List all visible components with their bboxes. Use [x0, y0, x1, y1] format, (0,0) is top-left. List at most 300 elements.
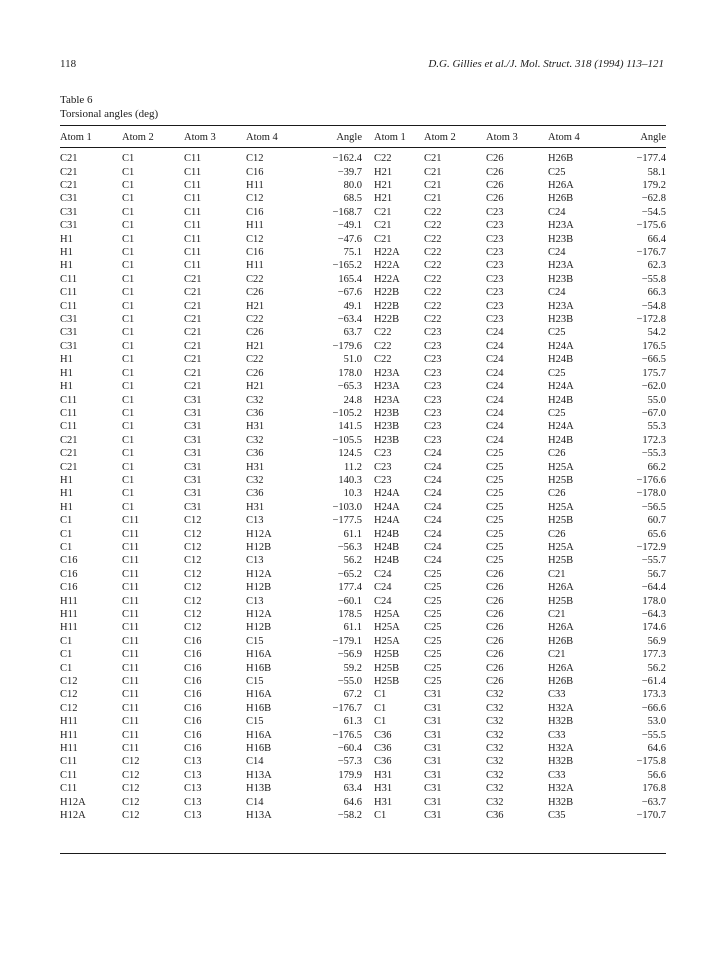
table-cell: 53.0: [647, 716, 666, 728]
table-cell: C1: [122, 340, 135, 352]
table-cell: H12B: [246, 582, 272, 594]
table-cell: C16: [184, 676, 202, 688]
table-cell: 175.7: [642, 367, 666, 379]
table-cell: −55.5: [641, 729, 666, 741]
table-cell: −56.3: [337, 541, 362, 553]
table-cell: C11: [122, 676, 140, 688]
table-cell: C13: [184, 783, 202, 795]
table-cell: C26: [548, 488, 566, 500]
table-cell: 66.3: [647, 287, 666, 299]
table-cell: C11: [122, 528, 140, 540]
table-body: [60, 146, 666, 822]
table-cell: H26A: [548, 180, 574, 192]
table-cell: −168.7: [332, 206, 362, 218]
table-cell: H25A: [374, 622, 400, 634]
table-cell: C24: [486, 394, 504, 406]
table-cell: C11: [184, 180, 202, 192]
table-cell: H24B: [374, 541, 400, 553]
table-cell: C26: [246, 287, 264, 299]
table-cell: C24: [374, 582, 392, 594]
table-cell: C12: [122, 756, 140, 768]
table-cell: H13A: [246, 769, 272, 781]
table-cell: C12: [122, 783, 140, 795]
table-row: [60, 501, 666, 514]
table-cell: C14: [246, 796, 264, 808]
table-cell: C11: [122, 609, 140, 621]
table-row: [60, 447, 666, 460]
table-cell: C26: [486, 193, 504, 205]
table-cell: C1: [122, 488, 135, 500]
table-cell: C1: [60, 662, 73, 674]
table-cell: H12A: [246, 609, 272, 621]
table-cell: C1: [60, 635, 73, 647]
table-cell: H25B: [548, 555, 574, 567]
table-cell: C21: [548, 568, 566, 580]
table-caption: Torsional angles (deg): [60, 108, 159, 120]
table-cell: C23: [486, 206, 504, 218]
table-cell: C1: [122, 474, 135, 486]
table-cell: C26: [486, 676, 504, 688]
table-cell: C36: [374, 743, 392, 755]
table-cell: −165.2: [332, 260, 362, 272]
table-cell: C21: [184, 340, 202, 352]
table-cell: C11: [122, 729, 140, 741]
table-cell: C32: [486, 702, 504, 714]
table-row: [60, 165, 666, 178]
table-cell: C12: [184, 568, 202, 580]
table-cell: C23: [424, 407, 442, 419]
table-cell: C12: [246, 153, 264, 165]
table-cell: −49.1: [337, 220, 362, 232]
table-cell: C16: [184, 649, 202, 661]
table-cell: −175.8: [636, 756, 666, 768]
table-cell: C16: [246, 166, 264, 178]
table-cell: C11: [184, 260, 202, 272]
table-cell: 66.4: [647, 233, 666, 245]
table-cell: C1: [122, 247, 135, 259]
table-cell: H16B: [246, 662, 272, 674]
table-cell: C33: [548, 769, 566, 781]
table-cell: −176.6: [636, 474, 666, 486]
table-cell: C23: [374, 461, 392, 473]
table-cell: C15: [246, 676, 264, 688]
table-cell: C21: [374, 206, 392, 218]
table-cell: C1: [60, 528, 73, 540]
table-cell: H1: [60, 233, 73, 245]
table-cell: −65.3: [337, 381, 362, 393]
table-cell: C24: [486, 381, 504, 393]
table-cell: C12: [122, 796, 140, 808]
table-cell: C25: [424, 676, 442, 688]
table-cell: C24: [424, 555, 442, 567]
table-cell: C11: [122, 743, 140, 755]
table-cell: C22: [424, 247, 442, 259]
table-cell: 55.3: [647, 421, 666, 433]
table-cell: 60.7: [647, 515, 666, 527]
table-cell: C23: [424, 394, 442, 406]
table-cell: H1: [60, 501, 73, 513]
table-cell: C23: [424, 354, 442, 366]
table-cell: C31: [424, 810, 442, 822]
table-cell: H25A: [548, 541, 574, 553]
table-cell: C25: [424, 622, 442, 634]
table-cell: C12: [184, 609, 202, 621]
table-cell: H25B: [374, 649, 400, 661]
table-cell: H24A: [548, 421, 574, 433]
table-cell: −62.8: [641, 193, 666, 205]
table-cell: C25: [424, 649, 442, 661]
table-bottom-rule: [60, 853, 666, 854]
table-row: [60, 661, 666, 674]
table-cell: C21: [184, 300, 202, 312]
table-cell: C36: [374, 756, 392, 768]
table-cell: H32A: [548, 702, 574, 714]
table-cell: C12: [184, 555, 202, 567]
table-cell: −58.2: [337, 810, 362, 822]
table-cell: C23: [486, 300, 504, 312]
table-cell: 176.8: [642, 783, 666, 795]
table-cell: 56.9: [647, 635, 666, 647]
table-cell: C25: [548, 166, 566, 178]
table-row: [60, 273, 666, 286]
table-cell: H26A: [548, 622, 574, 634]
table-cell: C31: [60, 327, 78, 339]
table-row: [60, 434, 666, 447]
table-cell: H24B: [548, 434, 574, 446]
table-cell: C1: [122, 381, 135, 393]
column-header: Atom 3: [184, 132, 216, 143]
table-cell: C16: [184, 716, 202, 728]
table-cell: C11: [122, 582, 140, 594]
table-cell: 56.2: [343, 555, 362, 567]
table-cell: H21: [246, 300, 265, 312]
table-cell: −177.4: [636, 153, 666, 165]
table-cell: C11: [122, 702, 140, 714]
table-cell: −105.2: [332, 407, 362, 419]
table-cell: C22: [374, 327, 392, 339]
table-cell: C15: [246, 635, 264, 647]
table-cell: C25: [486, 528, 504, 540]
table-cell: 56.7: [647, 568, 666, 580]
table-cell: C1: [122, 193, 135, 205]
table-cell: C11: [122, 555, 140, 567]
table-cell: H11: [246, 180, 264, 192]
table-cell: C25: [486, 461, 504, 473]
table-cell: C24: [374, 568, 392, 580]
table-cell: C25: [424, 635, 442, 647]
table-cell: C12: [60, 702, 78, 714]
table-cell: H25B: [374, 676, 400, 688]
table-cell: H13A: [246, 810, 272, 822]
table-cell: H25B: [548, 595, 574, 607]
table-cell: H1: [60, 260, 73, 272]
table-cell: C23: [486, 233, 504, 245]
table-cell: C23: [424, 367, 442, 379]
table-cell: C21: [60, 153, 78, 165]
table-cell: C31: [424, 783, 442, 795]
table-row: [60, 299, 666, 312]
table-cell: C12: [122, 810, 140, 822]
table-top-rule: [60, 125, 666, 126]
column-header: Atom 2: [424, 132, 456, 143]
table-cell: H23B: [548, 314, 574, 326]
table-row: [60, 728, 666, 741]
table-cell: C23: [424, 327, 442, 339]
column-header: Angle: [336, 132, 362, 143]
table-cell: C13: [184, 796, 202, 808]
table-row: [60, 608, 666, 621]
table-cell: −162.4: [332, 153, 362, 165]
table-cell: −179.1: [332, 635, 362, 647]
table-cell: H32A: [548, 783, 574, 795]
table-cell: C22: [424, 287, 442, 299]
table-cell: H24B: [548, 354, 574, 366]
table-cell: 64.6: [647, 743, 666, 755]
table-cell: C14: [246, 756, 264, 768]
table-cell: C31: [60, 340, 78, 352]
table-cell: C22: [246, 314, 264, 326]
column-header: Atom 1: [60, 132, 92, 143]
table-cell: 67.2: [343, 689, 362, 701]
table-cell: C11: [184, 220, 202, 232]
table-cell: C1: [374, 716, 387, 728]
table-cell: H25A: [374, 609, 400, 621]
table-cell: C24: [486, 367, 504, 379]
table-cell: 68.5: [343, 193, 362, 205]
table-cell: H1: [60, 354, 73, 366]
table-cell: C1: [122, 327, 135, 339]
table-cell: −175.6: [636, 220, 666, 232]
table-cell: C31: [184, 501, 202, 513]
table-row: [60, 487, 666, 500]
table-cell: −54.5: [641, 206, 666, 218]
table-cell: C24: [424, 474, 442, 486]
table-cell: −105.5: [332, 434, 362, 446]
table-cell: C1: [122, 354, 135, 366]
table-cell: 176.5: [642, 340, 666, 352]
table-cell: C26: [246, 367, 264, 379]
table-cell: C16: [184, 729, 202, 741]
table-cell: C12: [60, 676, 78, 688]
table-cell: −176.7: [636, 247, 666, 259]
table-cell: C23: [424, 381, 442, 393]
running-head: D.G. Gillies et al./J. Mol. Struct. 318 (1994) 113–121: [428, 58, 664, 70]
table-cell: C23: [486, 273, 504, 285]
table-cell: H24A: [548, 381, 574, 393]
table-cell: C21: [184, 381, 202, 393]
table-cell: H1: [60, 247, 73, 259]
table-cell: C21: [424, 193, 442, 205]
table-row: [60, 809, 666, 822]
table-cell: H11: [60, 716, 78, 728]
table-cell: −62.0: [641, 381, 666, 393]
table-row: [60, 527, 666, 540]
table-cell: C32: [486, 783, 504, 795]
table-cell: 66.2: [647, 461, 666, 473]
table-cell: C36: [374, 729, 392, 741]
table-cell: C26: [486, 595, 504, 607]
table-cell: C21: [424, 153, 442, 165]
table-cell: C31: [60, 193, 78, 205]
table-cell: H1: [60, 367, 73, 379]
table-cell: C24: [374, 595, 392, 607]
table-cell: C31: [424, 716, 442, 728]
table-cell: C24: [486, 421, 504, 433]
table-cell: C21: [184, 287, 202, 299]
table-cell: C1: [122, 501, 135, 513]
table-cell: C21: [374, 233, 392, 245]
table-cell: C13: [246, 595, 264, 607]
table-cell: C24: [548, 247, 566, 259]
table-cell: −172.9: [636, 541, 666, 553]
table-cell: C32: [486, 769, 504, 781]
table-cell: C31: [184, 394, 202, 406]
table-cell: C1: [122, 421, 135, 433]
table-cell: C12: [184, 595, 202, 607]
table-cell: −54.8: [641, 300, 666, 312]
table-row: [60, 474, 666, 487]
table-cell: H26B: [548, 676, 574, 688]
table-cell: H12A: [60, 796, 86, 808]
table-cell: H23B: [548, 233, 574, 245]
table-row: [60, 259, 666, 272]
table-cell: 177.3: [642, 649, 666, 661]
table-cell: C1: [60, 649, 73, 661]
table-cell: C23: [486, 247, 504, 259]
table-cell: −55.8: [641, 273, 666, 285]
table-cell: C32: [486, 689, 504, 701]
table-cell: C11: [184, 153, 202, 165]
table-cell: C26: [548, 448, 566, 460]
table-cell: C31: [424, 702, 442, 714]
table-cell: C1: [122, 407, 135, 419]
table-cell: C25: [424, 595, 442, 607]
table-cell: C24: [548, 206, 566, 218]
table-row: [60, 206, 666, 219]
table-cell: C22: [424, 220, 442, 232]
table-cell: C25: [486, 515, 504, 527]
table-cell: H22B: [374, 300, 400, 312]
table-cell: C11: [122, 662, 140, 674]
table-cell: 165.4: [338, 273, 362, 285]
table-row: [60, 568, 666, 581]
table-cell: −103.0: [332, 501, 362, 513]
table-cell: C21: [424, 166, 442, 178]
table-cell: C22: [246, 273, 264, 285]
table-cell: C26: [486, 180, 504, 192]
table-cell: C23: [424, 434, 442, 446]
table-cell: C25: [486, 501, 504, 513]
table-cell: H32B: [548, 756, 574, 768]
table-cell: H24A: [374, 488, 400, 500]
table-cell: C12: [184, 582, 202, 594]
table-row: [60, 769, 666, 782]
table-cell: −56.5: [641, 501, 666, 513]
table-cell: C11: [122, 595, 140, 607]
table-cell: C32: [486, 729, 504, 741]
table-cell: C24: [424, 541, 442, 553]
table-cell: H32B: [548, 796, 574, 808]
table-cell: H23A: [548, 300, 574, 312]
table-row: [60, 393, 666, 406]
table-cell: H24A: [374, 501, 400, 513]
table-cell: H25A: [374, 635, 400, 647]
table-cell: C1: [60, 541, 73, 553]
table-cell: H16B: [246, 743, 272, 755]
table-cell: −56.9: [337, 649, 362, 661]
table-cell: C21: [60, 461, 78, 473]
table-cell: H24B: [374, 555, 400, 567]
table-cell: C1: [122, 220, 135, 232]
table-cell: H23A: [548, 260, 574, 272]
table-cell: H25B: [548, 474, 574, 486]
table-cell: C1: [122, 367, 135, 379]
table-row: [60, 286, 666, 299]
table-cell: 56.6: [647, 769, 666, 781]
table-cell: H12A: [246, 568, 272, 580]
table-cell: C36: [486, 810, 504, 822]
table-cell: C11: [184, 233, 202, 245]
table-cell: H26B: [548, 635, 574, 647]
table-cell: H12A: [60, 810, 86, 822]
table-cell: −176.7: [332, 702, 362, 714]
table-cell: H16A: [246, 729, 272, 741]
table-cell: 24.8: [343, 394, 362, 406]
table-row: [60, 675, 666, 688]
table-cell: H23B: [374, 421, 400, 433]
table-row: [60, 313, 666, 326]
table-row: [60, 554, 666, 567]
table-cell: H31: [374, 783, 393, 795]
table-cell: H25B: [374, 662, 400, 674]
table-cell: H11: [246, 260, 264, 272]
table-cell: C26: [486, 649, 504, 661]
table-cell: C25: [486, 474, 504, 486]
table-cell: H12B: [246, 622, 272, 634]
table-cell: 59.2: [343, 662, 362, 674]
table-cell: C32: [246, 474, 264, 486]
table-cell: C22: [424, 206, 442, 218]
table-cell: H11: [246, 220, 264, 232]
table-cell: 65.6: [647, 528, 666, 540]
table-cell: H22B: [374, 287, 400, 299]
table-row: [60, 219, 666, 232]
table-cell: H11: [60, 622, 78, 634]
table-cell: C26: [486, 166, 504, 178]
table-cell: C21: [60, 166, 78, 178]
table-cell: C16: [184, 743, 202, 755]
table-cell: −60.1: [337, 595, 362, 607]
table-cell: C24: [424, 488, 442, 500]
table-row: [60, 179, 666, 192]
table-cell: C1: [122, 287, 135, 299]
table-cell: H32B: [548, 716, 574, 728]
table-row: [60, 367, 666, 380]
table-cell: C1: [122, 180, 135, 192]
table-row: [60, 232, 666, 245]
table-cell: C13: [184, 769, 202, 781]
table-cell: H25B: [548, 515, 574, 527]
table-cell: C24: [548, 287, 566, 299]
table-cell: C31: [184, 461, 202, 473]
table-cell: C26: [486, 568, 504, 580]
table-cell: 56.2: [647, 662, 666, 674]
table-cell: 179.9: [338, 769, 362, 781]
table-cell: 178.0: [338, 367, 362, 379]
table-cell: H23B: [374, 434, 400, 446]
table-cell: C11: [60, 783, 78, 795]
table-cell: 49.1: [343, 300, 362, 312]
